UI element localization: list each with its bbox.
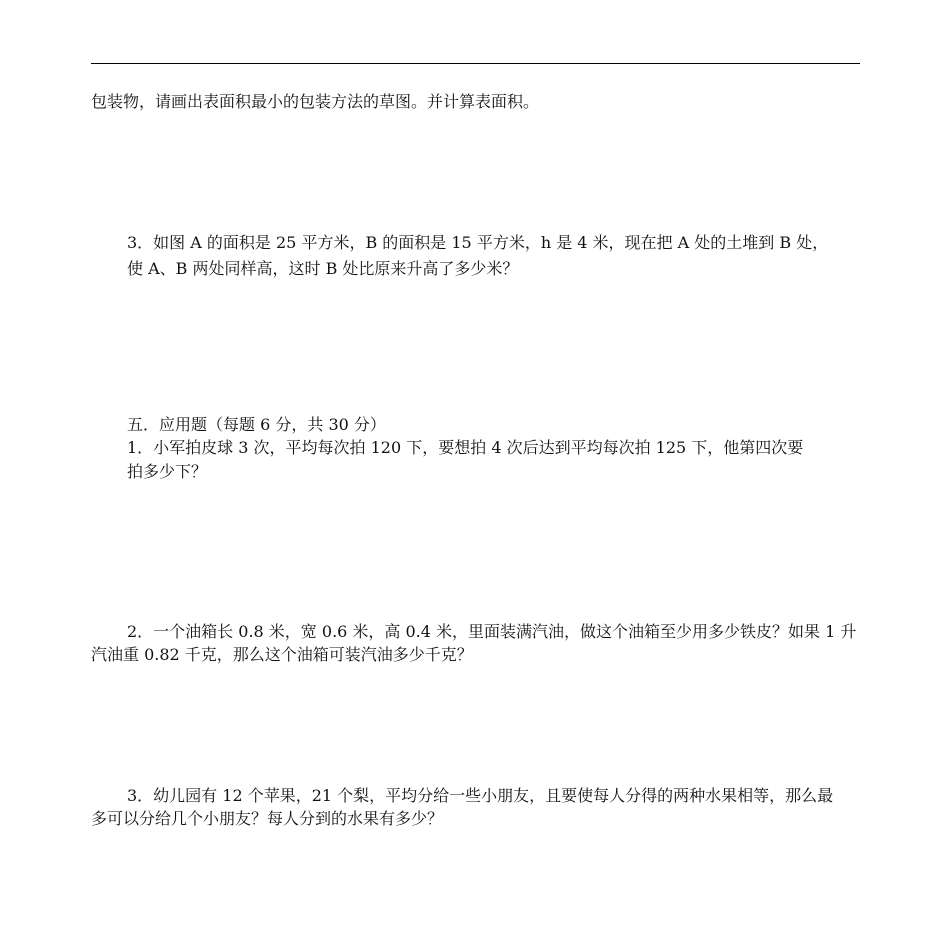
question-3-line-2: 使 A、B 两处同样高，这时 B 处比原来升高了多少米？ (127, 259, 519, 278)
problem-3-line-2: 多可以分给几个小朋友？每人分到的水果有多少？ (91, 809, 444, 828)
problem-2-line-1: 2．一个油箱长 0.8 米，宽 0.6 米，高 0.4 米，里面装满汽油，做这个油箱至少用多少铁皮？如果 1 升 (127, 622, 857, 641)
question-3-line-1: 3．如图 A 的面积是 25 平方米，B 的面积是 15 平方米，h 是 4 米，现在把 A 处的土堆到 B 处， (127, 233, 829, 252)
section-5-heading: 五．应用题（每题 6 分，共 30 分） (127, 415, 386, 434)
problem-1-line-2: 拍多少下？ (127, 462, 208, 481)
continuation-line: 包装物，请画出表面积最小的包装方法的草图。并计算表面积。 (91, 92, 540, 111)
problem-1-line-1: 1．小军拍皮球 3 次，平均每次拍 120 下，要想拍 4 次后达到平均每次拍 125 下，他第四次要 (127, 438, 804, 457)
header-rule (91, 63, 860, 64)
problem-3-line-1: 3．幼儿园有 12 个苹果，21 个梨，平均分给一些小朋友，且要使每人分得的两种水果相等，那么最 (127, 786, 834, 805)
problem-2-line-2: 汽油重 0.82 千克，那么这个油箱可装汽油多少千克？ (91, 645, 473, 664)
